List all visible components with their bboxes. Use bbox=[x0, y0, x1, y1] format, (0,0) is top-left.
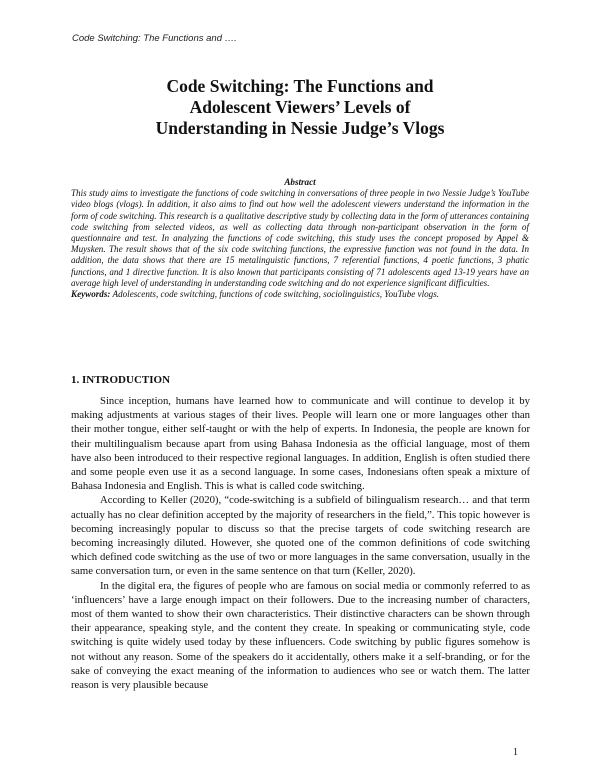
keywords-text: Adolescents, code switching, functions of code switching, sociolinguistics, YouTube vlogs. bbox=[110, 289, 440, 300]
abstract-block bbox=[71, 177, 529, 300]
body-text bbox=[71, 394, 530, 692]
title-line: Adolescent Viewers’ Levels of bbox=[189, 97, 411, 117]
abstract-text: This study aims to investigate the functions of code switching in conversations of three people in two Nessie Judge’s YouTube video blogs (vlogs). In addition, it also aims to find out how well the adolescent viewers understand the information in the form of code switching. This research is a qualitative descriptive study by collecting data in the form of utterances containing code switching from selected videos, as well as collecting data through non-participant observation in the form of questionnaire and test. In analyzing the functions of code switching, this study uses the concept proposed by Appel & Muysken. The result shows that of the six code switching functions, the expressive function was not found in the data. In addition, the data shows that there are 15 metalinguistic functions, 7 referential functions, 4 poetic functions, 3 phatic functions, and 1 directive function. It is also known that participants consisting of 71 adolescents aged 13-19 years have an average high level of understanding in understanding code switching and do not experience significant difficulties. bbox=[71, 188, 529, 288]
paragraph: According to Keller (2020), “code-switching is a subfield of bilingualism research… and that term actually has no clear definition accepted by the majority of researchers in the field,”. This topic however is becoming increasingly popular to discuss so that the precise targets of code switching research are becoming increasingly diluted. However, she quoted one of the common definitions of code switching which defined code switching as the use of two or more languages in the same conversation, usually in the same conversation turn, or even in the same sentence on that turn (Keller, 2020). bbox=[71, 494, 530, 578]
running-header: Code Switching: The Functions and …. bbox=[72, 33, 237, 44]
paragraph: Since inception, humans have learned how to communicate and will continue to develop it by making adjustments at various stages of their lives. People will learn one or more languages other than their mother tongue, either self-taught or with the help of experts. In Indonesia, the people are known for their multilingualism because apart from using Bahasa Indonesia as the official language, most of them have also been introduced to their respective regional languages. In addition, English is often studied there and some people even use it as a second language. In some cases, Indonesians often speak a mixture of Bahasa Indonesia and English. This is what is called code switching. bbox=[71, 395, 530, 493]
title-line: Understanding in Nessie Judge’s Vlogs bbox=[155, 118, 445, 138]
paper-title bbox=[60, 76, 540, 139]
section-heading: 1. INTRODUCTION bbox=[71, 374, 171, 386]
page-number: 1 bbox=[513, 747, 518, 758]
keywords-line bbox=[71, 289, 529, 300]
keywords-label: Keywords: bbox=[71, 289, 111, 300]
title-line: Code Switching: The Functions and bbox=[166, 76, 434, 96]
paragraph: In the digital era, the figures of people who are famous on social media or commonly referred to as ‘influencers’ have a large enough impact on their followers. Due to the increasing number of characters, most of them wanted to show their own characteristics. Their distinctive characters can be shown through their appearance, speaking style, and the content they create. In speaking or communicating style, code switching is quite widely used today by these influencers. Code switching by public figures somehow is not without any reason. Some of the speakers do it accidentally, others make it a self-branding, or for the sake of conveying the exact meaning of the information to audiences who see or watch them. The latter reason is very plausible because bbox=[71, 579, 530, 692]
abstract-heading: Abstract bbox=[284, 177, 316, 187]
